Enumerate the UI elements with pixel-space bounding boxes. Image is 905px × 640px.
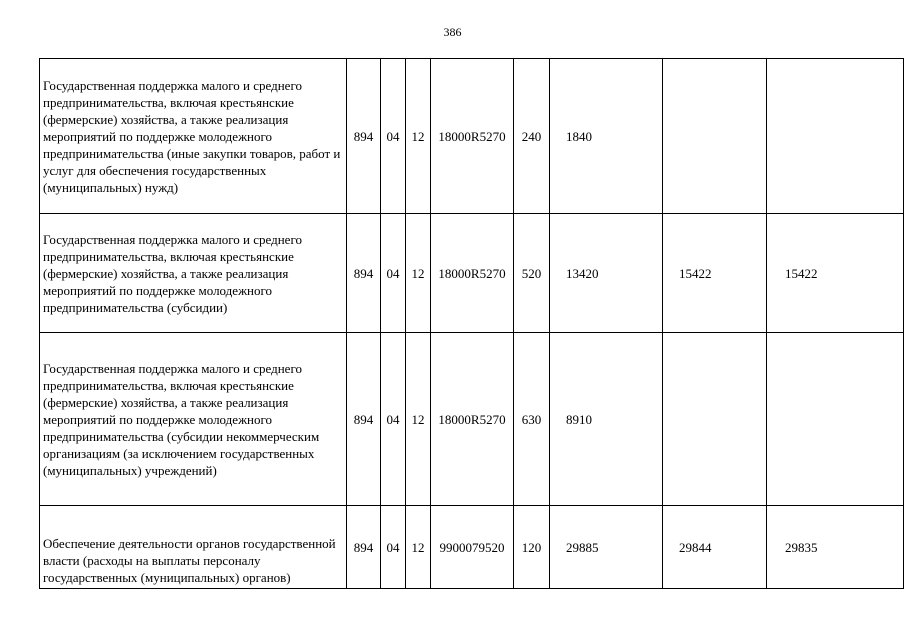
budget-table — [39, 58, 904, 589]
ministry-code: 894 — [347, 506, 381, 589]
page-number: 386 — [443, 25, 462, 39]
amount-year-1: 1840 — [550, 59, 663, 214]
expense-type-code: 240 — [514, 59, 550, 214]
expense-type-code: 520 — [514, 214, 550, 333]
target-article-code: 18000R5270 — [431, 214, 514, 333]
ministry-code: 894 — [347, 214, 381, 333]
row-description: Государственная поддержка малого и среднего предпринимательства, включая крестьянские (фермерские) хозяйства, а также реализация мероприятий по поддержке молодежного предпринимательства (иные закупки товаров, работ и услуг для обеспечения государственных (муниципальных) нужд) — [40, 59, 347, 214]
expense-type-code: 120 — [514, 506, 550, 589]
ministry-code: 894 — [347, 333, 381, 506]
expense-type-code: 630 — [514, 333, 550, 506]
table-row — [40, 214, 904, 333]
table-row — [40, 59, 904, 214]
amount-year-1: 29885 — [550, 506, 663, 589]
ministry-code: 894 — [347, 59, 381, 214]
section-code: 04 — [381, 506, 406, 589]
row-description: Государственная поддержка малого и среднего предпринимательства, включая крестьянские (фермерские) хозяйства, а также реализация мероприятий по поддержке молодежного предпринимательства (субсидии) — [40, 214, 347, 333]
target-article-code: 18000R5270 — [431, 333, 514, 506]
amount-year-2 — [663, 59, 767, 214]
table-row — [40, 506, 904, 589]
row-description: Государственная поддержка малого и среднего предпринимательства, включая крестьянские (фермерские) хозяйства, а также реализация мероприятий по поддержке молодежного предпринимательства (субсидии некоммерческим организациям (за исключением государственных (муниципальных) учреждений) — [40, 333, 347, 506]
amount-year-3 — [767, 59, 904, 214]
subsection-code: 12 — [406, 333, 431, 506]
section-code: 04 — [381, 333, 406, 506]
target-article-code: 18000R5270 — [431, 59, 514, 214]
amount-year-1: 13420 — [550, 214, 663, 333]
amount-year-2: 29844 — [663, 506, 767, 589]
amount-year-2: 15422 — [663, 214, 767, 333]
amount-year-3: 29835 — [767, 506, 904, 589]
subsection-code: 12 — [406, 506, 431, 589]
table-row — [40, 333, 904, 506]
row-description: Обеспечение деятельности органов государственной власти (расходы на выплаты персоналу государственных (муниципальных) органов) — [40, 506, 347, 589]
amount-year-1: 8910 — [550, 333, 663, 506]
amount-year-3: 15422 — [767, 214, 904, 333]
amount-year-2 — [663, 333, 767, 506]
target-article-code: 9900079520 — [431, 506, 514, 589]
amount-year-3 — [767, 333, 904, 506]
subsection-code: 12 — [406, 214, 431, 333]
subsection-code: 12 — [406, 59, 431, 214]
section-code: 04 — [381, 59, 406, 214]
section-code: 04 — [381, 214, 406, 333]
